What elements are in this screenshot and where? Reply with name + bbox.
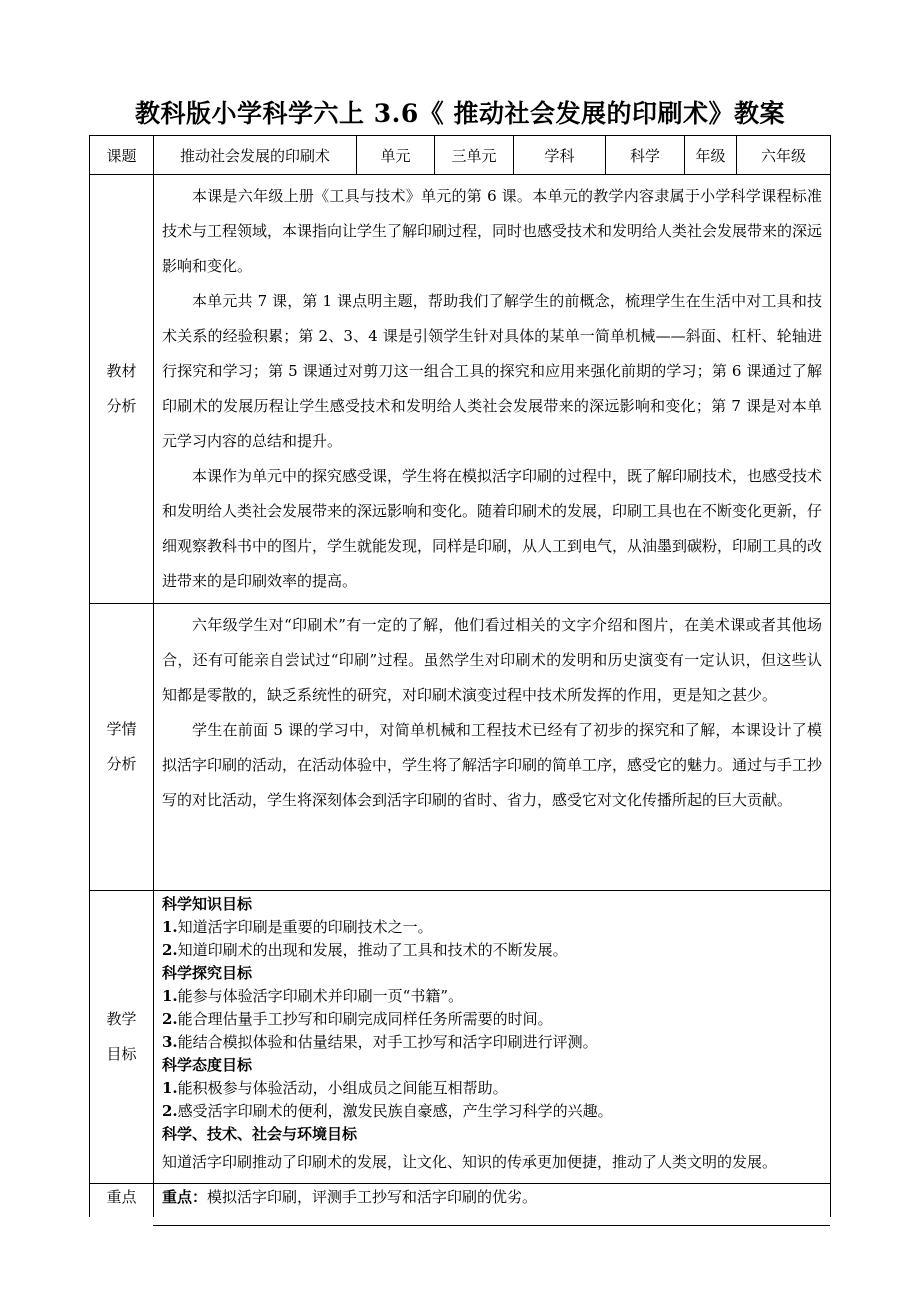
- unit-label: 单元: [357, 136, 435, 175]
- divider-line: [153, 1225, 830, 1226]
- teaching-goals-content: [154, 891, 831, 1184]
- textbook-paragraph: 本课作为单元中的探究感受课，学生将在模拟活字印刷的过程中，既了解印刷技术，也感受技术和发明给人类社会发展带来的深远影响和变化。随着印刷术的发展，印刷工具也在不断变化更新，仔细观察教科书中的图片，学生就能发现，同样是印刷，从人工到电气，从油墨到碳粉，印刷工具的改进带来的是印刷效率的提高。: [162, 467, 823, 590]
- textbook-paragraph: 本单元共 7 课，第 1 课点明主题，帮助我们了解学生的前概念，梳理学生在生活中对工具和技术关系的经验积累；第 2、3、4 课是引领学生针对具体的某单一简单机械——斜面、杠杆、轮轴进行探究和学习；第 5 课通过对剪刀这一组合工具的探究和应用来强化前期的学习；第 6 课通过了解印刷术的发展历程让学生感受技术和发明给人类社会发展带来的深远影响和变化；第 7 课是对本单元学习内容的总结和提升。: [162, 292, 822, 450]
- unit-value: 三单元: [435, 136, 514, 175]
- textbook-analysis-label: 教材 分析: [90, 175, 154, 604]
- student-analysis-content: [154, 604, 831, 891]
- key-points-row: [90, 1184, 831, 1218]
- inquiry-goal-item: 1.能参与体验活字印刷术并印刷一页“书籍”。: [162, 987, 464, 1005]
- teaching-goals-row: [90, 891, 831, 1184]
- sts-goal-text: 知道活字印刷推动了印刷术的发展，让文化、知识的传承更加便捷，推动了人类文明的发展。: [162, 1153, 778, 1171]
- page-title: 教科版小学科学六上 3.6《 推动社会发展的印刷术》教案: [135, 99, 785, 128]
- knowledge-goal-item: 2.知道印刷术的出现和发展，推动了工具和技术的不断发展。: [162, 941, 568, 959]
- sts-goal-heading: 科学、技术、社会与环境目标: [162, 1125, 358, 1143]
- attitude-goal-item: 1.能积极参与体验活动，小组成员之间能互相帮助。: [162, 1079, 508, 1097]
- inquiry-goal-item: 3.能结合模拟体验和估量结果，对手工抄写和活字印刷进行评测。: [162, 1033, 598, 1051]
- student-paragraph: 学生在前面 5 课的学习中，对简单机械和工程技术已经有了初步的探究和了解，本课设计了模拟活字印刷的活动，在活动体验中，学生将了解活字印刷的简单工序，感受它的魅力。通过与手工抄写的对比活动，学生将深刻体会到活字印刷的省时、省力，感受它对文化传播所起的巨大贡献。: [162, 721, 823, 809]
- lesson-plan-table: [89, 135, 831, 1217]
- attitude-goal-heading: 科学态度目标: [162, 1056, 253, 1074]
- subject-label: 学科: [514, 136, 606, 175]
- topic-value: 推动社会发展的印刷术: [154, 136, 357, 175]
- student-analysis-label: 学情 分析: [90, 604, 154, 891]
- attitude-goal-item: 2.感受活字印刷术的便利，激发民族自豪感，产生学习科学的兴趣。: [162, 1102, 613, 1120]
- grade-value: 六年级: [737, 136, 831, 175]
- key-points-content: 重点：模拟活字印刷，评测手工抄写和活字印刷的优劣。: [154, 1184, 831, 1218]
- textbook-paragraph: 本课是六年级上册《工具与技术》单元的第 6 课。本单元的教学内容隶属于小学科学课程标准技术与工程领域，本课指向让学生了解印刷过程，同时也感受技术和发明给人类社会发展带来的深远影响和变化。: [162, 187, 823, 275]
- topic-label: 课题: [90, 136, 154, 175]
- inquiry-goal-item: 2.能合理估量手工抄写和印刷完成同样任务所需要的时间。: [162, 1010, 553, 1028]
- key-points-label: 重点: [90, 1184, 154, 1218]
- student-analysis-row: [90, 604, 831, 891]
- textbook-analysis-row: [90, 175, 831, 604]
- subject-value: 科学: [606, 136, 685, 175]
- inquiry-goal-heading: 科学探究目标: [162, 964, 253, 982]
- teaching-goals-label: 教学 目标: [90, 891, 154, 1184]
- grade-label: 年级: [685, 136, 737, 175]
- knowledge-goal-heading: 科学知识目标: [162, 895, 253, 913]
- knowledge-goal-item: 1.知道活字印刷是重要的印刷技术之一。: [162, 918, 433, 936]
- student-paragraph: 六年级学生对“印刷术”有一定的了解，他们看过相关的文字介绍和图片，在美术课或者其他场合，还有可能亲自尝试过“印刷”过程。虽然学生对印刷术的发明和历史演变有一定认识，但这些认知都是零散的，缺乏系统性的研究，对印刷术演变过程中技术所发挥的作用，更是知之甚少。: [162, 616, 822, 704]
- header-row: [90, 136, 831, 175]
- textbook-analysis-content: [154, 175, 831, 604]
